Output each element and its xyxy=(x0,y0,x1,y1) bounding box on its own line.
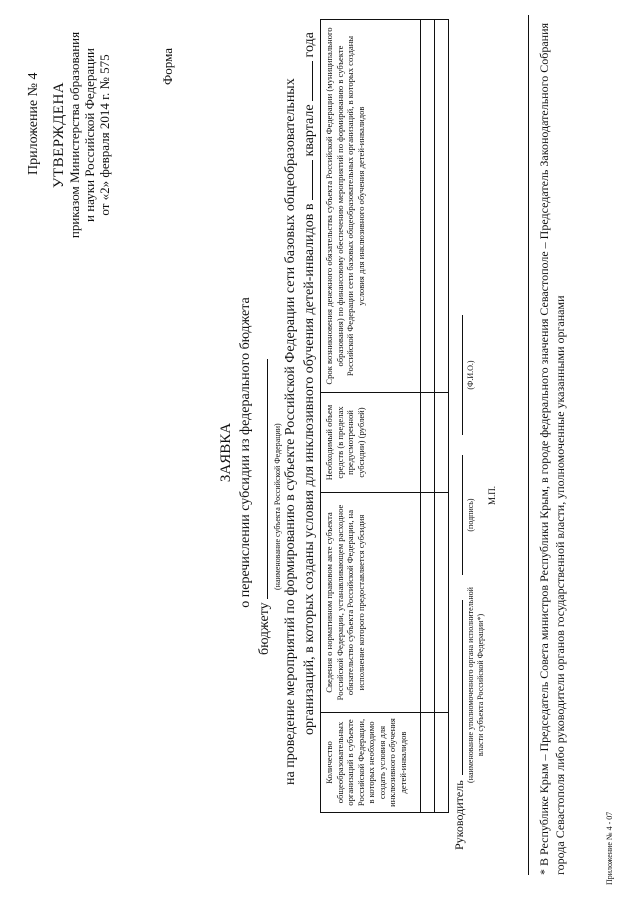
table-header-cell: Необходимый объем средств (в пределах предусмотренной субсидии) (рублей) xyxy=(321,393,421,493)
approved-line-2: и науки Российской Федерации xyxy=(82,48,97,223)
document-title: ЗАЯВКА xyxy=(218,422,234,483)
table-cell[interactable] xyxy=(435,713,449,813)
sign-caption: (подпись) xyxy=(466,498,475,532)
budget-blank-line xyxy=(256,359,268,599)
table-row xyxy=(435,20,449,813)
table-row xyxy=(421,20,435,813)
table-cell[interactable] xyxy=(421,393,435,493)
footnote: * В Республике Крым – Председатель Совета министров Республики Крым, в городе федерального значения Севастополе – Председатель Законодательного Собрания города Севастополя либо руководители органов государственной власти, уполномоченные указанными органами xyxy=(537,22,567,875)
approved-date: от «2» февраля 2014 г. № 575 xyxy=(97,54,112,216)
subtitle-line-3 xyxy=(301,32,318,735)
sign-signature-line xyxy=(462,455,463,575)
approval-block xyxy=(52,25,112,245)
footnote-divider xyxy=(528,15,529,875)
subtitle-line-3a: организаций, в которых созданы условия для инклюзивного обучения детей-инвалидов в xyxy=(302,203,317,735)
subtitle-line-3c: года xyxy=(302,32,317,58)
year-blank xyxy=(301,61,313,101)
org-caption: (наименование уполномоченного органа исполнительной власти субъекта Российской Федерации*) xyxy=(466,587,485,783)
table-cell[interactable] xyxy=(421,20,435,393)
table-header-cell: Сведения о нормативном правовом акте субъекта Российской Федерации, устанавливающем расходное обязательство субъекта Российской Федерации, на исполнение которого предоставляется субсидия xyxy=(321,493,421,713)
budget-line xyxy=(256,359,273,655)
table-cell[interactable] xyxy=(421,493,435,713)
form-label: Форма xyxy=(160,48,175,85)
table-cell[interactable] xyxy=(435,20,449,393)
table-header-row xyxy=(321,20,421,813)
budget-note: (наименование субъекта Российской Федерации) xyxy=(273,423,282,590)
table-header-cell: Количество общеобразовательных организаций в субъекте Российской Федерации, в которых необходимо создать условия для инклюзивного обучения детей-инвалидов xyxy=(321,713,421,813)
quarter-blank xyxy=(301,160,313,200)
subtitle-line-1: о перечислении субсидии из федерального бюджета xyxy=(238,297,253,608)
table-cell[interactable] xyxy=(435,493,449,713)
page-code: Приложение № 4 - 07 xyxy=(605,811,614,885)
approved-heading: УТВЕРЖДЕНА xyxy=(51,81,67,189)
subtitle-line-3b: квартале xyxy=(302,104,317,157)
stamp-place: М.П. xyxy=(487,485,497,505)
head-label: Руководитель xyxy=(452,780,466,850)
subtitle-line-2: на проведение мероприятий по формированию в субъекте Российской Федерации сети базовых общеобразовательных xyxy=(283,78,298,785)
name-caption: (Ф.И.О.) xyxy=(466,360,475,390)
table-header-cell: Срок возникновения денежного обязательства субъекта Российской Федерации (муниципального образования) по финансовому обеспечению мероприятий по формированию в субъекте Российской Федерации сети базовых общеобразовательных организаций, в которых созданы условия для инклюзивного обучения детей-инвалидов xyxy=(321,20,421,393)
request-table xyxy=(320,19,449,813)
table-cell[interactable] xyxy=(421,713,435,813)
annex-number: Приложение № 4 xyxy=(26,72,41,175)
name-signature-line xyxy=(462,315,463,435)
org-signature-line xyxy=(462,600,463,775)
budget-prefix: бюджету xyxy=(257,602,272,655)
approved-line-1: приказом Министерства образования xyxy=(67,31,82,239)
table-cell[interactable] xyxy=(435,393,449,493)
